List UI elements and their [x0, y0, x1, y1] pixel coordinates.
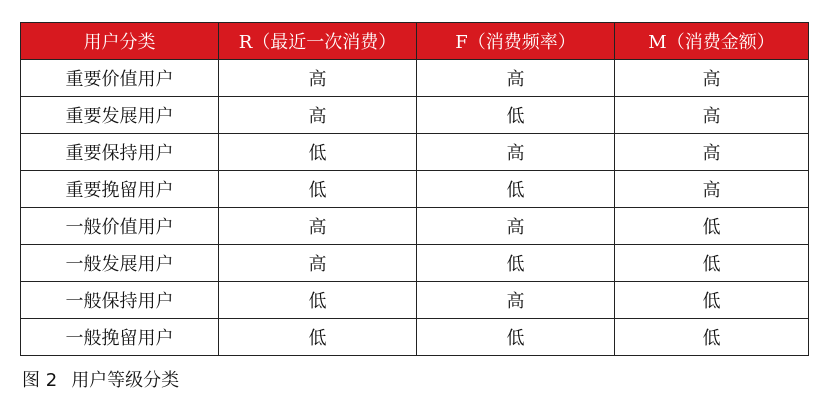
user-classification-table — [20, 22, 809, 356]
cell-category: 重要保持用户 — [21, 134, 219, 171]
table-row — [21, 245, 809, 282]
cell-r: 高 — [219, 97, 417, 134]
figure-label: 图 2 — [22, 370, 58, 391]
cell-f: 低 — [417, 97, 615, 134]
cell-m: 低 — [615, 319, 809, 356]
table-row — [21, 319, 809, 356]
table-row — [21, 171, 809, 208]
cell-f: 高 — [417, 60, 615, 97]
cell-m: 低 — [615, 245, 809, 282]
cell-m: 高 — [615, 171, 809, 208]
cell-r: 低 — [219, 319, 417, 356]
table-header-row — [21, 23, 809, 60]
header-monetary: M（消费金额） — [615, 23, 809, 60]
cell-r: 低 — [219, 134, 417, 171]
figure-caption — [22, 366, 179, 392]
cell-m: 低 — [615, 208, 809, 245]
cell-m: 低 — [615, 282, 809, 319]
cell-r: 低 — [219, 282, 417, 319]
cell-category: 重要挽留用户 — [21, 171, 219, 208]
table-row — [21, 282, 809, 319]
cell-f: 高 — [417, 134, 615, 171]
table-row — [21, 208, 809, 245]
cell-r: 高 — [219, 60, 417, 97]
cell-f: 低 — [417, 245, 615, 282]
cell-r: 高 — [219, 208, 417, 245]
table-row — [21, 60, 809, 97]
cell-m: 高 — [615, 97, 809, 134]
table-row — [21, 134, 809, 171]
cell-category: 一般挽留用户 — [21, 319, 219, 356]
table-row — [21, 97, 809, 134]
cell-category: 一般发展用户 — [21, 245, 219, 282]
cell-f: 低 — [417, 171, 615, 208]
header-recency: R（最近一次消费） — [219, 23, 417, 60]
figure-title: 用户等级分类 — [71, 370, 180, 391]
cell-category: 重要价值用户 — [21, 60, 219, 97]
cell-category: 一般保持用户 — [21, 282, 219, 319]
cell-m: 高 — [615, 134, 809, 171]
user-classification-table-container — [20, 22, 808, 356]
cell-m: 高 — [615, 60, 809, 97]
cell-f: 低 — [417, 319, 615, 356]
cell-f: 高 — [417, 282, 615, 319]
header-user-category: 用户分类 — [21, 23, 219, 60]
cell-r: 低 — [219, 171, 417, 208]
cell-category: 重要发展用户 — [21, 97, 219, 134]
cell-category: 一般价值用户 — [21, 208, 219, 245]
cell-r: 高 — [219, 245, 417, 282]
header-frequency: F（消费频率） — [417, 23, 615, 60]
cell-f: 高 — [417, 208, 615, 245]
